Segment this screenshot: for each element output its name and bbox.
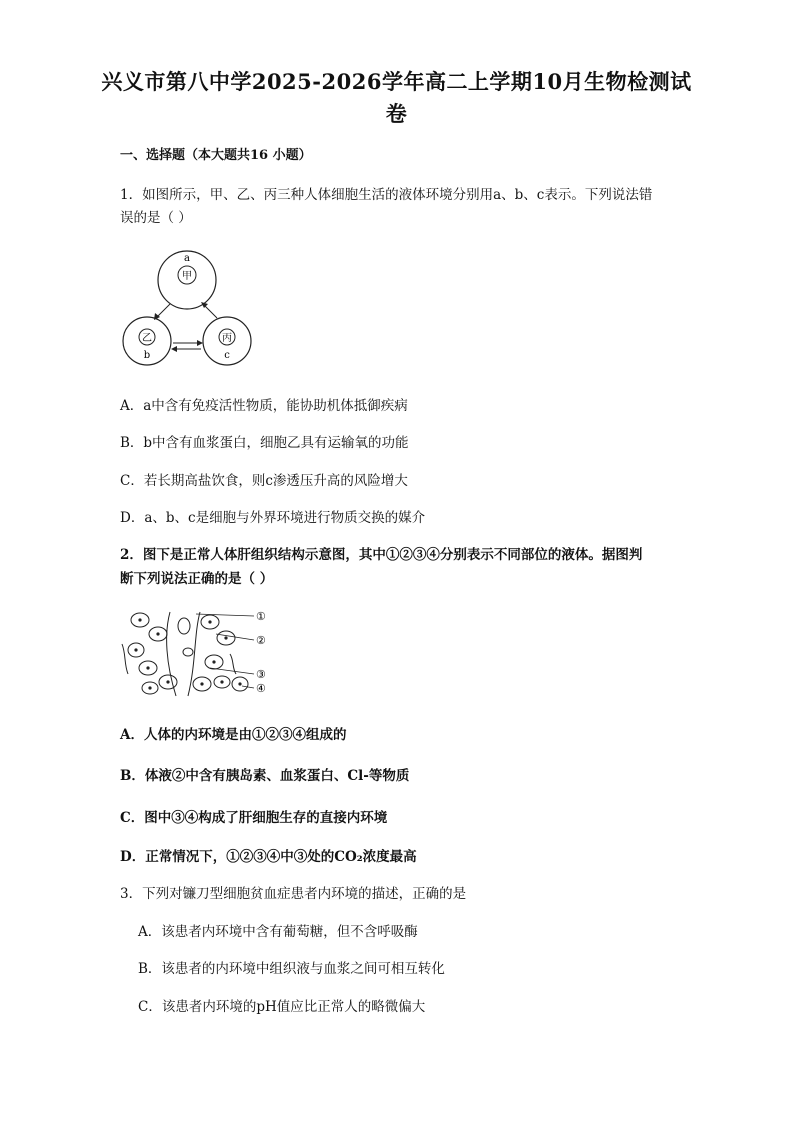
- q3-option-c: C．该患者内环境的pH值应比正常人的略微偏大: [138, 999, 426, 1015]
- q1-option-d: D．a、b、c是细胞与外界环境进行物质交换的媒介: [120, 510, 426, 526]
- q2-stem-line1: 2．图下是正常人体肝组织结构示意图，其中①②③④分别表示不同部位的液体。据图判: [120, 547, 643, 563]
- q1-fluid-diagram: [118, 244, 268, 368]
- label-fluid-1: ①: [256, 610, 266, 623]
- q1-option-a: A．a中含有免疫活性物质，能协助机体抵御疾病: [120, 398, 408, 414]
- pointer-3: [210, 668, 254, 674]
- label-a: a: [184, 253, 190, 264]
- q2-option-b: B．体液②中含有胰岛素、血浆蛋白、Cl-等物质: [120, 768, 410, 784]
- q3-option-a: A．该患者内环境中含有葡萄糖，但不含呼吸酶: [138, 924, 418, 940]
- q2-option-a: A．人体的内环境是由①②③④组成的: [120, 727, 347, 743]
- q2-liver-tissue-diagram: [118, 604, 278, 700]
- q1-stem-line1: 1．如图所示，甲、乙、丙三种人体细胞生活的液体环境分别用a、b、c表示。下列说法错: [120, 187, 653, 203]
- label-b: b: [143, 350, 151, 361]
- q1-option-b: B．b中含有血浆蛋白，细胞乙具有运输氧的功能: [120, 435, 409, 451]
- page-title: 兴义市第八中学2025-2026学年高二上学期10月生物检测试卷: [101, 69, 692, 126]
- label-fluid-3: ③: [256, 668, 266, 681]
- q3-stem: 3．下列对镰刀型细胞贫血症患者内环境的描述，正确的是: [120, 886, 467, 902]
- section-heading: 一、选择题（本大题共16 小题）: [120, 148, 312, 163]
- q1-stem-line2: 误的是（ ）: [120, 210, 192, 226]
- pointer-1: [196, 614, 254, 616]
- q2-option-d: D．正常情况下，①②③④中③处的CO₂浓度最高: [120, 849, 417, 865]
- q2-option-c: C．图中③④构成了肝细胞生存的直接内环境: [120, 810, 388, 826]
- label-fluid-4: ④: [256, 682, 266, 695]
- label-bing: 丙: [222, 333, 232, 344]
- label-fluid-2: ②: [256, 634, 266, 647]
- label-c: c: [224, 350, 230, 361]
- q3-option-b: B．该患者的内环境中组织液与血浆之间可相互转化: [138, 961, 445, 977]
- q1-option-c: C．若长期高盐饮食，则c渗透压升高的风险增大: [120, 473, 408, 489]
- label-jia: 甲: [182, 271, 192, 282]
- label-yi: 乙: [142, 333, 152, 344]
- q2-stem-line2: 断下列说法正确的是（ ）: [120, 571, 274, 587]
